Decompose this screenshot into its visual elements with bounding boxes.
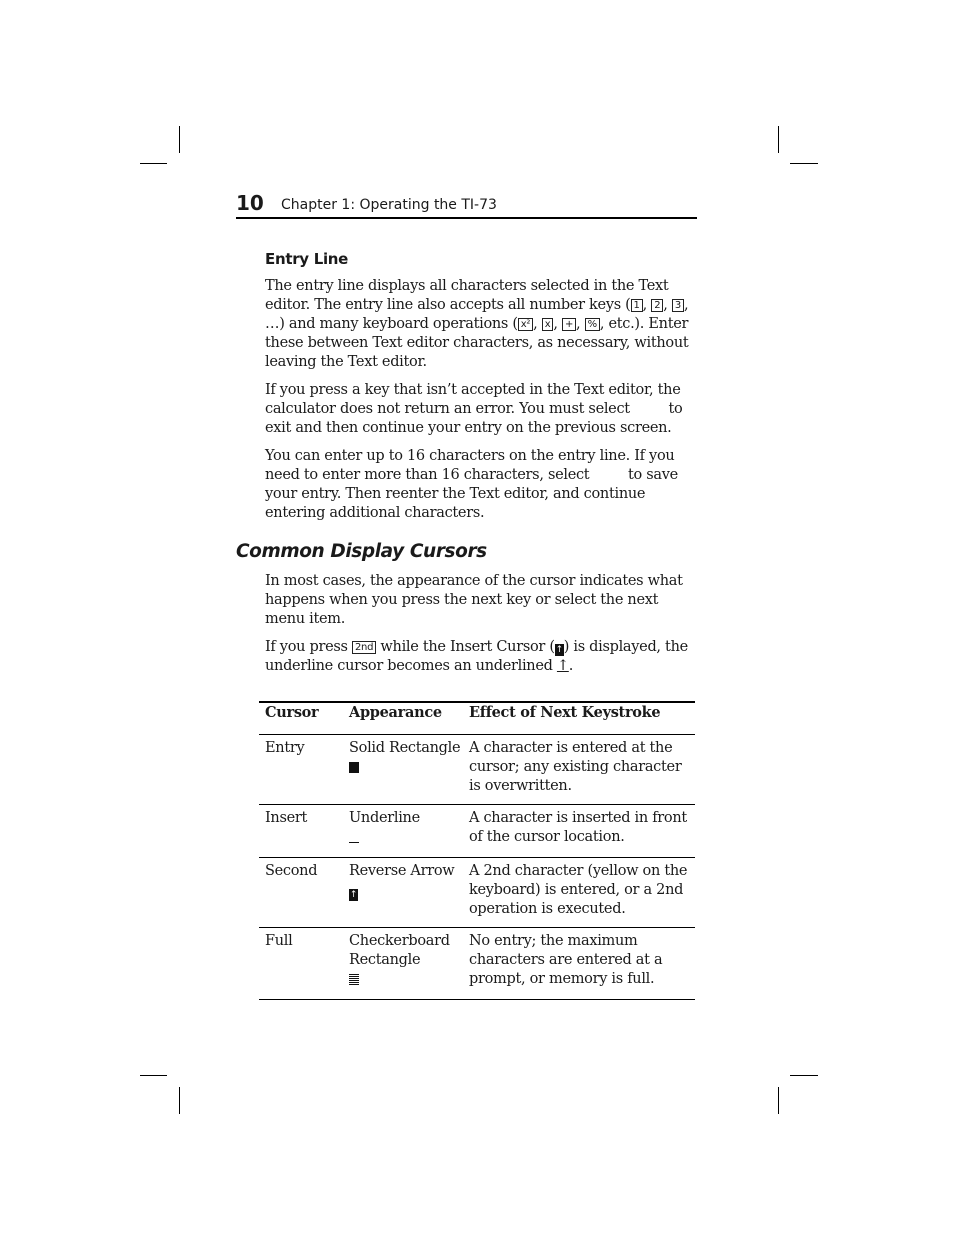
entry-line-heading: Entry Line <box>265 250 349 268</box>
key-2nd: 2nd <box>352 641 376 654</box>
key-x: x <box>542 318 554 331</box>
underlined-arrow-icon: ↑ <box>556 658 569 674</box>
separator: , <box>553 316 562 332</box>
chapter-title: Chapter 1: Operating the TI-73 <box>281 197 497 213</box>
crop-mark <box>790 163 818 164</box>
paragraph-text: ) is displayed, the underline cursor becomes an underlined <box>265 639 688 674</box>
paragraph-text: You can enter up to 16 characters on the entry line. If you need to enter more than 16 characters, select <box>265 448 675 483</box>
table-row <box>259 858 695 928</box>
separator: , <box>663 297 672 313</box>
cursors-paragraph-2 <box>265 638 697 676</box>
appearance-cell <box>349 735 469 805</box>
solid-rectangle-icon <box>349 762 359 773</box>
crop-mark <box>140 163 167 164</box>
cursor-name: Second <box>265 863 318 879</box>
effect-cell: No entry; the maximum characters are entered at a prompt, or memory is full. <box>469 933 663 987</box>
appearance-label: Underline <box>349 810 420 826</box>
effect-cell: A 2nd character (yellow on the keyboard) is entered, or a 2nd operation is executed. <box>469 863 688 917</box>
appearance-label: Reverse Arrow <box>349 863 455 879</box>
appearance-cell <box>349 805 469 858</box>
effect-cell: A character is inserted in front of the cursor location. <box>469 810 687 845</box>
key-x-squared: x² <box>518 318 533 331</box>
paragraph-text: The entry line displays all characters selected in the Text editor. The entry line also accepts all number keys ( <box>265 278 669 313</box>
paragraph-text: to exit and then continue your entry on the previous screen. <box>265 401 683 436</box>
paragraph-text: while the Insert Cursor ( <box>376 639 555 655</box>
paragraph-text: to save your entry. Then reenter the Text editor, and continue entering additional characters. <box>265 467 678 521</box>
cursor-name: Full <box>265 933 293 949</box>
cursors-paragraph-1: In most cases, the appearance of the cursor indicates what happens when you press the next key or select the next menu item. <box>265 573 683 627</box>
symbol-holder <box>349 883 469 902</box>
entry-line-paragraph-2 <box>265 381 697 438</box>
crop-mark <box>778 126 779 153</box>
symbol-holder <box>349 972 469 991</box>
table-row <box>259 805 695 858</box>
key-1: 1 <box>631 299 643 312</box>
paragraph-text: If you press a key that isn’t accepted in the Text editor, the calculator does not return an error. You must select <box>265 382 681 417</box>
cursor-name: Entry <box>265 740 305 756</box>
appearance-cell <box>349 858 469 928</box>
common-display-cursors-heading: Common Display Cursors <box>236 541 487 562</box>
crop-mark <box>140 1075 167 1076</box>
paragraph-text: . <box>568 658 574 674</box>
cursor-name: Insert <box>265 810 308 826</box>
page-header <box>236 190 697 219</box>
crop-mark <box>778 1087 779 1114</box>
insert-cursor-icon: ↑ <box>555 645 563 655</box>
reverse-arrow-icon: ↑ <box>349 890 358 900</box>
table-header-row <box>259 702 695 735</box>
effect-cell: A character is entered at the cursor; any existing character is overwritten. <box>469 740 682 794</box>
cursor-table <box>259 701 695 1000</box>
symbol-holder <box>349 760 469 779</box>
entry-line-paragraph-3 <box>265 447 697 523</box>
column-header-appearance: Appearance <box>349 704 442 721</box>
paragraph-text: , etc.). Enter these between Text editor characters, as necessary, without leaving the Text editor. <box>265 316 689 370</box>
key-2: 2 <box>651 299 663 312</box>
crop-mark <box>179 1087 180 1114</box>
table-row <box>259 928 695 1000</box>
appearance-label: Checkerboard Rectangle <box>349 933 450 968</box>
column-header-effect: Effect of Next Keystroke <box>469 704 661 721</box>
checkerboard-icon <box>349 973 359 985</box>
crop-mark <box>179 126 180 153</box>
paragraph-text: , …) and many keyboard operations ( <box>265 297 689 332</box>
crop-mark <box>790 1075 818 1076</box>
appearance-label: Solid Rectangle <box>349 740 461 756</box>
separator: , <box>533 316 542 332</box>
page-number: 10 <box>236 191 264 215</box>
key-plus: + <box>562 318 576 331</box>
appearance-cell <box>349 928 469 1000</box>
separator: , <box>642 297 652 313</box>
key-3: 3 <box>672 299 684 312</box>
paragraph-text: If you press <box>265 639 352 655</box>
underline-icon <box>349 842 359 843</box>
key-percent: % <box>585 318 600 331</box>
entry-line-paragraph-1 <box>265 277 697 372</box>
symbol-holder <box>349 830 469 849</box>
table-row <box>259 735 695 805</box>
separator: , <box>576 316 585 332</box>
column-header-cursor: Cursor <box>265 704 319 721</box>
